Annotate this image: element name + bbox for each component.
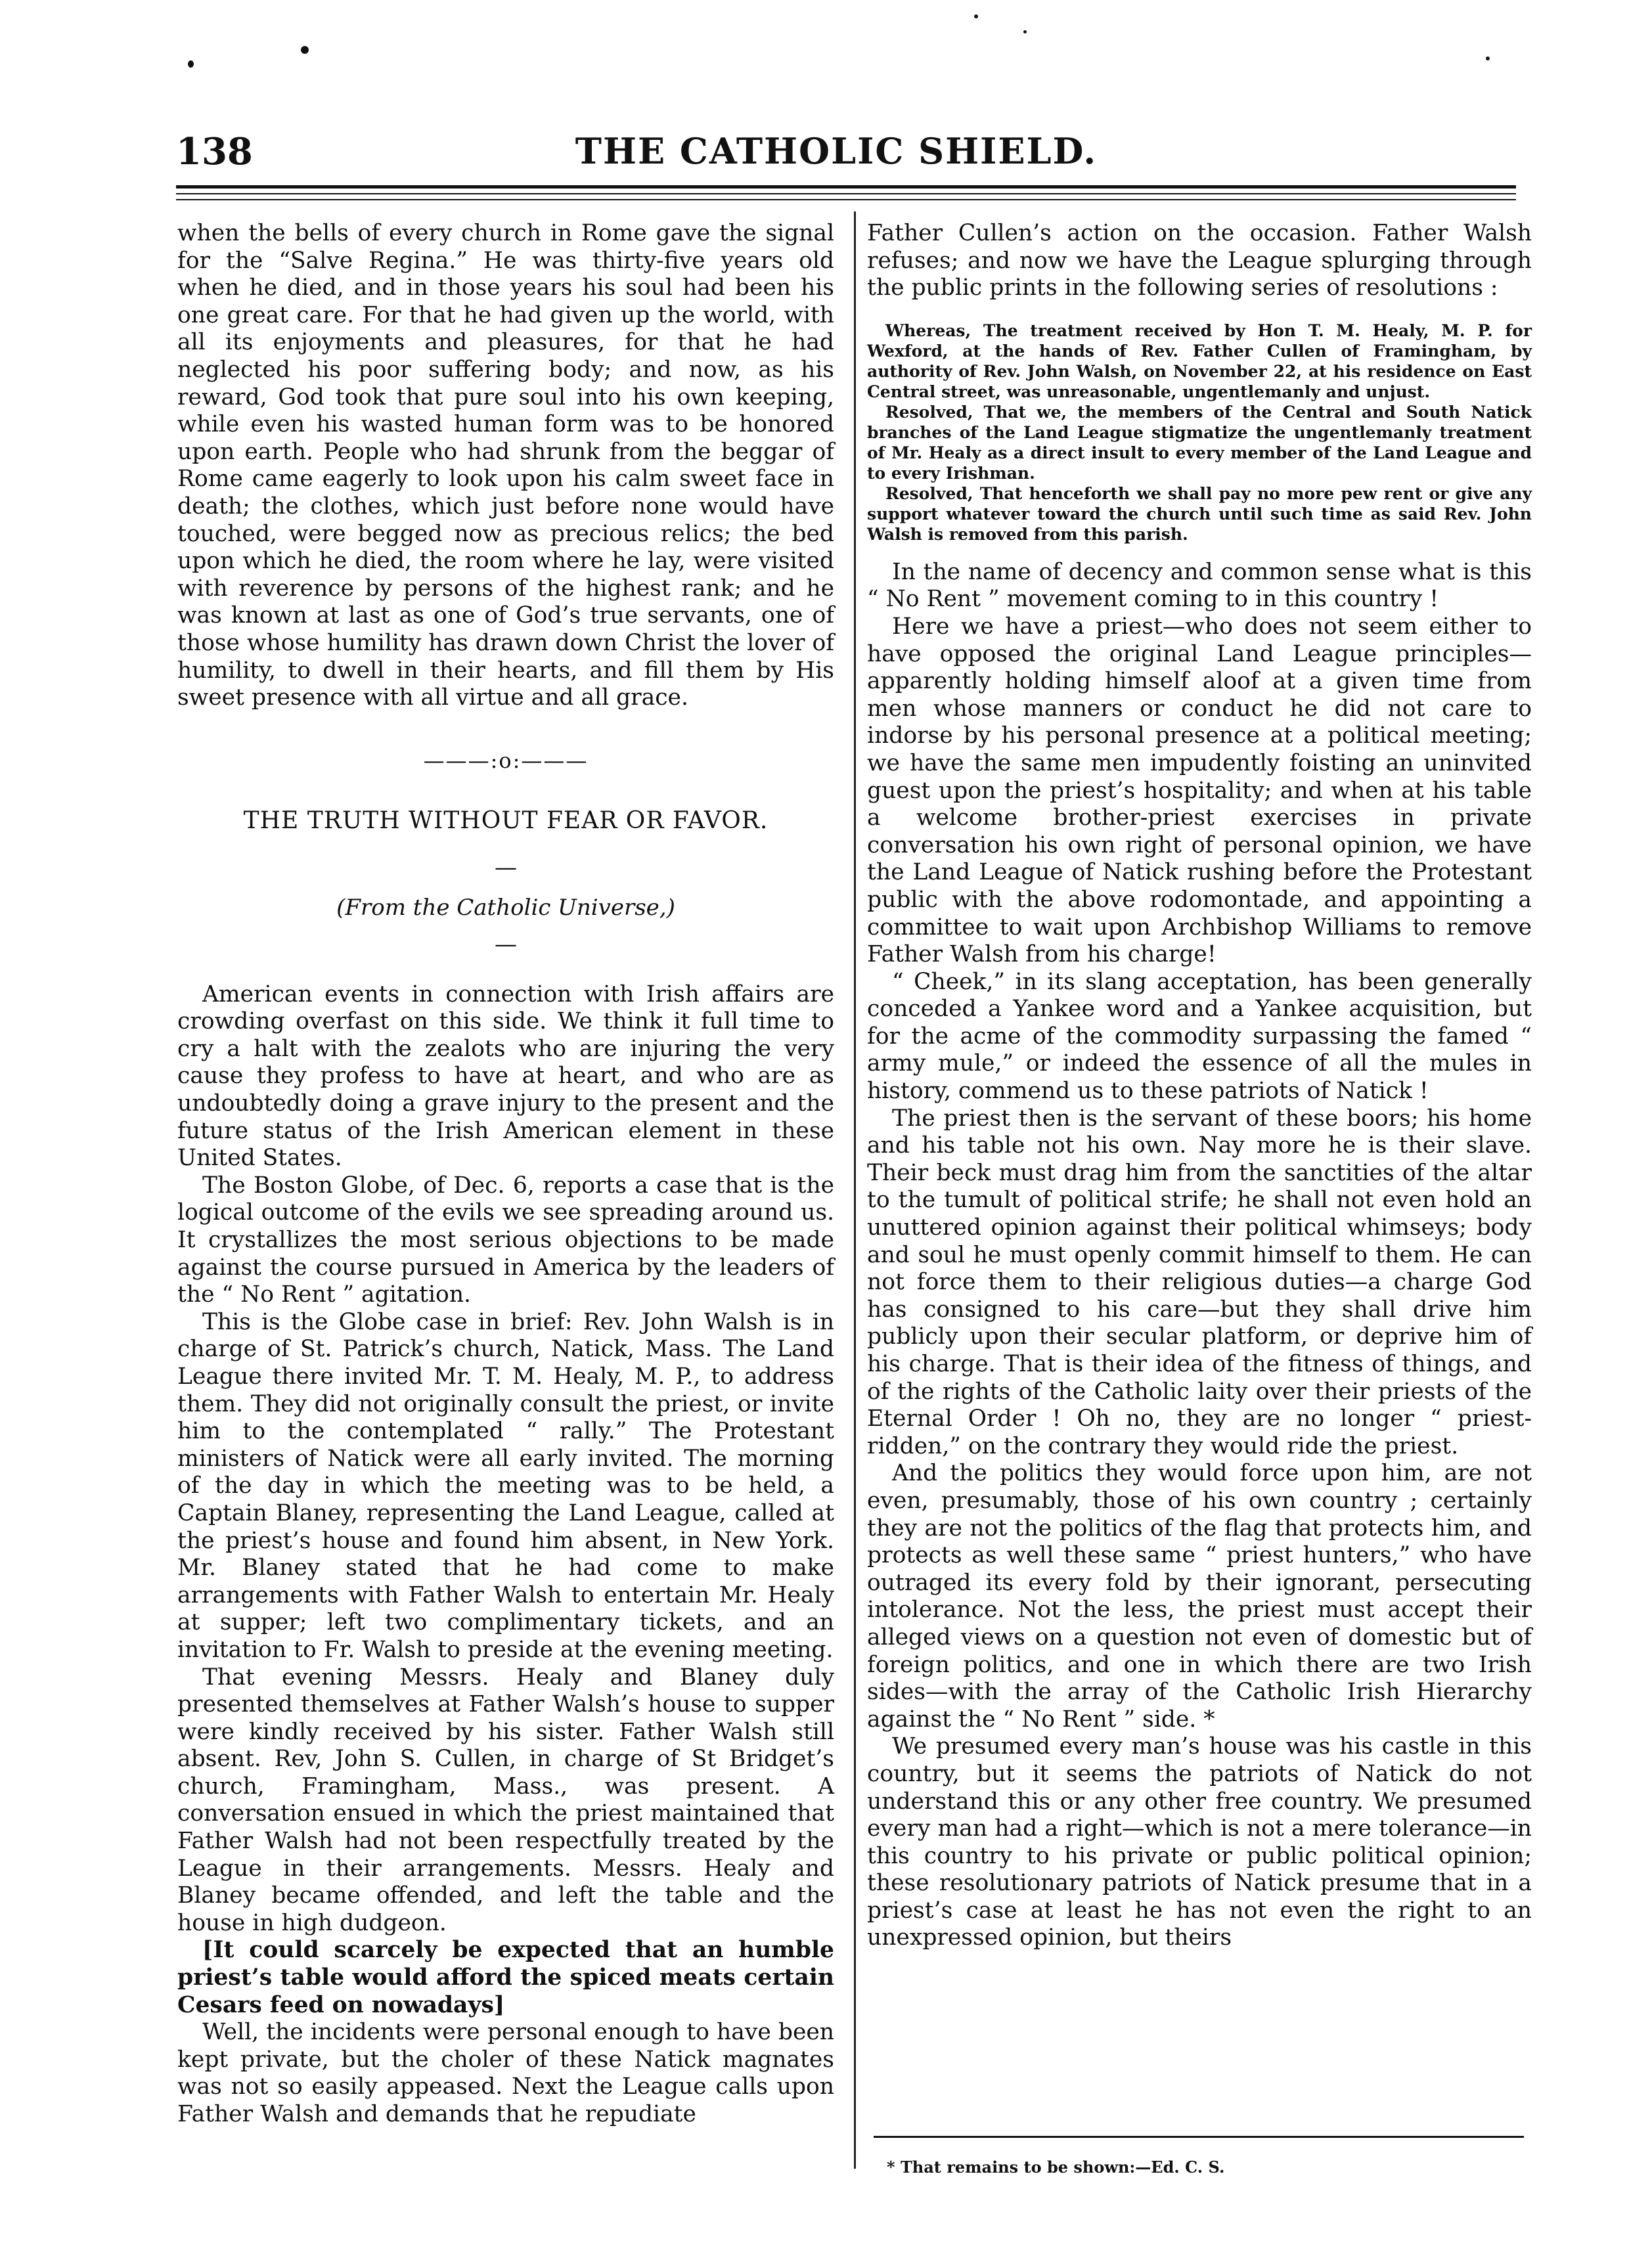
editorial-aside: [It could scarcely be expected that an humble priest’s table would afford the spiced meats certain Cesars feed on nowadays]	[177, 1937, 834, 2018]
article-title: THE TRUTH WITHOUT FEAR OR FAVOR.	[243, 807, 769, 835]
article-paragraph: Here we have a priest—who does not seem either to have opposed the original Land League principles—apparently holding himself aloof at a given time from men whose manners or conduct he did not care to indorse by his personal presence at a political meeting; we have the same men impudently foisting an uninvited guest upon the priest’s hospitality; and when at his table a welcome brother-priest exercises in private conversation his own right of personal opinion, we have the Land League of Natick rushing before the Protestant public with the above rodomontade, and appointing a committee to wait upon Archbishop Williams to remove Father Walsh from his charge!	[867, 613, 1532, 968]
article-paragraph: “ Cheek,” in its slang acceptation, has been generally conceded a Yankee word and a Yankee acquisition, but for the acme of the commodity surpassing the famed “ army mule,” or indeed the essence of all the mules in history, commend us to these patriots of Natick !	[867, 968, 1532, 1105]
source-dash: —	[495, 931, 517, 958]
article-source: (From the Catholic Universe,)	[336, 895, 675, 921]
header-rule-thick	[176, 185, 1516, 188]
article-paragraph: We presumed every man’s house was his castle in this country, but it seems the patriots of Natick do not understand this or any other free country. We presumed every man had a right—which is not a mere tolerance—in this country to his private or public political opinion; these resolutionary patriots of Natick presume that in a priest’s case at least he has not even the right to an unexpressed opinion, but theirs	[867, 1733, 1532, 1951]
resolution-item: Resolved, That henceforth we shall pay no more pew rent or give any support whatever toward the church until such time as said Rev. John Walsh is removed from this parish.	[867, 483, 1532, 544]
continuation-paragraph: when the bells of every church in Rome gave the signal for the “Salve Regina.” He was thirty-five years old when he died, and in those years his soul had been his one great care. For that he had given up the world, with all its enjoyments and pleasures, for that he had neglected his poor suffering body; and now, as his reward, God took that pure soul into his own keeping, while even his wasted human form was to be honored upon earth. People who had shrunk from the beggar of Rome came eagerly to look upon his calm sweet face in death; the clothes, which just before none would have touched, were begged now as precious relics; the bed upon which he died, the room where he lay, were visited with reverence by persons of the highest rank; and he was known at last as one of God’s true servants, one of those whose humility has drawn down Christ the lover of humility, to dwell in their hearts, and fill them by His sweet presence with all virtue and all grace.	[177, 220, 834, 711]
header-rule-thin	[176, 193, 1516, 194]
column-divider	[854, 211, 856, 2169]
left-column	[177, 220, 834, 2129]
right-column	[867, 220, 1532, 1952]
section-separator: ———:o:———	[423, 747, 589, 773]
resolution-item: Resolved, That we, the members of the Central and South Natick branches of the Land League stigmatize the ungentlemanly treatment of Mr. Healy as a direct insult to every member of the Land League and to every Irishman.	[867, 402, 1532, 483]
resolutions-block	[867, 321, 1532, 544]
article-paragraph: And the politics they would force upon him, are not even, presumably, those of his own country ; certainly they are not the politics of the flag that protects him, and protects as well these same “ priest hunters,” who have outraged its every fold by their ignorant, persecuting intolerance. Not the less, the priest must accept their alleged views on a question not even of domestic but of foreign politics, and one in which there are two Irish sides—with the array of the Catholic Irish Hierarchy against the “ No Rent ” side. *	[867, 1460, 1532, 1733]
header-rule-thin-lower	[176, 199, 1516, 200]
scan-speck	[188, 60, 194, 68]
article-paragraph: This is the Globe case in brief: Rev. John Walsh is in charge of St. Patrick’s church, Natick, Mass. The Land League there invited Mr. T. M. Healy, M. P., to address them. They did not originally consult the priest, or invite him to the contemplated “ rally.” The Protestant ministers of Natick were all early invited. The morning of the day in which the meeting was to be held, a Captain Blaney, representing the Land League, called at the priest’s house and found him absent, in New York. Mr. Blaney stated that he had come to make arrangements with Father Walsh to entertain Mr. Healy at supper; left two complimentary tickets, and an invitation to Fr. Walsh to preside at the evening meeting.	[177, 1308, 834, 1663]
footnote-rule	[874, 2136, 1524, 2138]
page-number: 138	[176, 130, 253, 173]
article-paragraph: The Boston Globe, of Dec. 6, reports a case that is the logical outcome of the evils we see spreading around us. It crystallizes the most serious objections to be made against the course pursued in America by the leaders of the “ No Rent ” agitation.	[177, 1172, 834, 1308]
resolution-item: Whereas, The treatment received by Hon T. M. Healy, M. P. for Wexford, at the hands of Rev. Father Cullen of Framingham, by authority of Rev. John Walsh, on November 22, at his residence on East Central street, was unreasonable, ungentlemanly and unjust.	[867, 321, 1532, 401]
article-paragraph: Well, the incidents were personal enough to have been kept private, but the choler of these Natick magnates was not so easily appeased. Next the League calls upon Father Walsh and demands that he repudiate	[177, 2019, 834, 2127]
journal-title: THE CATHOLIC SHIELD.	[575, 130, 1098, 172]
scan-speck	[1486, 56, 1490, 60]
right-intro-paragraph: Father Cullen’s action on the occasion. Father Walsh refuses; and now we have the League splurging through the public prints in the following series of resolutions :	[867, 220, 1532, 301]
title-dash: —	[495, 854, 517, 881]
article-paragraph: That evening Messrs. Healy and Blaney duly presented themselves at Father Walsh’s house to supper were kindly received by his sister. Father Walsh still absent. Rev, John S. Cullen, in charge of St Bridget’s church, Framingham, Mass., was present. A conversation ensued in which the priest maintained that Father Walsh had not been respectfully treated by the League in their arrangements. Messrs. Healy and Blaney became offended, and left the table and the house in high dudgeon.	[177, 1664, 834, 1936]
scan-speck	[974, 14, 978, 18]
scan-speck	[301, 46, 309, 54]
footnote: * That remains to be shown:—Ed. C. S.	[887, 2158, 1225, 2177]
scan-speck	[1023, 30, 1027, 33]
article-paragraph: In the name of decency and common sense what is this “ No Rent ” movement coming to in this country !	[867, 558, 1532, 613]
article-paragraph: The priest then is the servant of these boors; his home and his table not his own. Nay more he is their slave. Their beck must drag him from the sanctities of the altar to the tumult of political strife; he shall not even hold an unuttered opinion against their political whimseys; body and soul he must openly commit himself to them. He can not force them to their religious duties—a charge God has consigned to his care—but they shall drive him publicly upon their secular platform, or deprive him of his charge. That is their idea of the fitness of things, and of the rights of the Catholic laity over their priests of the Eternal Order ! Oh no, they are no longer “ priest-ridden,” on the contrary they would ride the priest.	[867, 1105, 1532, 1459]
article-paragraph: American events in connection with Irish affairs are crowding overfast on this side. We think it full time to cry a halt with the zealots who are injuring the very cause they profess to have at heart, and who are as undoubtedly doing a grave injury to the present and the future status of the Irish American element in these United States.	[177, 981, 834, 1172]
page-header	[176, 130, 1496, 176]
